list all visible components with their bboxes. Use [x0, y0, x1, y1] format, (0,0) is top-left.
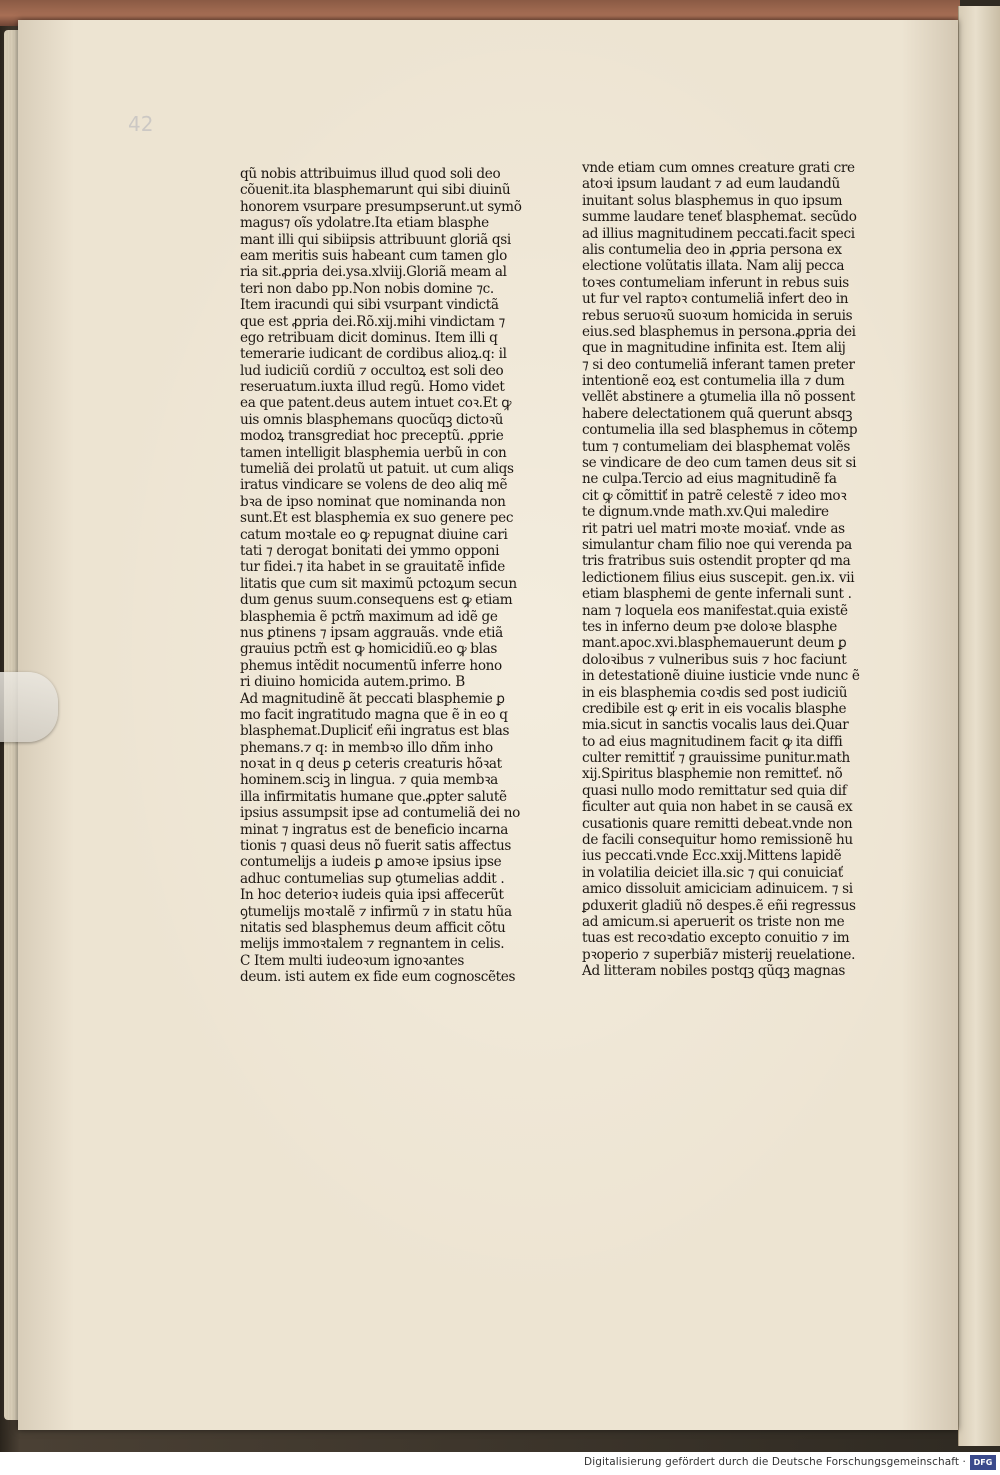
text-line: honorem vsurpare presumpserunt.ut symõ	[240, 198, 522, 215]
text-line: atoꝛi ipsum laudant ⁊ ad eum laudandũ	[582, 176, 840, 193]
text-line: Ad magnitudinẽ ãt peccati blasphemie ꝑ	[240, 690, 505, 707]
text-line: nitatis sed blasphemus deum afficit cõtu	[240, 919, 506, 936]
text-line: inuitant solus blasphemus in quo ipsum	[582, 192, 843, 209]
text-line: hominem.sciꝫ in lingua. ⁊ quia membꝛa	[240, 772, 498, 789]
text-column-left	[240, 166, 552, 986]
text-line: intentionẽ eoꝝ est contumelia illa ⁊ dum	[582, 373, 845, 390]
text-line: ipsius assumpsit ipse ad contumeliã dei no	[240, 805, 520, 822]
text-line: dum genus suum.consequens est ꝙ etiam	[240, 592, 513, 609]
text-line: amico dissoluit amiciciam adinuicem. ⁊ si	[582, 881, 853, 898]
text-line: ledictionem filius eius suscepit. gen.ix. vii	[582, 569, 855, 586]
text-line: magus⁊ oĩs ydolatre.Ita etiam blasphe	[240, 215, 489, 232]
text-line: ria sit.ꝓpria dei.ysa.xlviij.Gloriã meam al	[240, 264, 507, 281]
text-line: teri non dabo pp.Non nobis domine ⁊c.	[240, 280, 494, 297]
text-line: tur fidei.⁊ ita habet in se grauitatẽ infide	[240, 559, 505, 576]
text-line: tionis ⁊ quasi deus nõ fuerit satis affectus	[240, 838, 512, 855]
text-line: cõuenit.ita blasphemarunt qui sibi diuinũ	[240, 182, 511, 199]
text-line: phemus intẽdit nocumentũ inferre hono	[240, 657, 502, 674]
text-line: cit ꝙ cõmittiť in patrẽ celestẽ ⁊ ideo moꝛ	[582, 487, 847, 504]
text-line: mant.apoc.xvi.blasphemauerunt deum ꝑ	[582, 635, 847, 652]
text-line: in volatilia deiciet illa.sic ⁊ qui conuiciať	[582, 864, 843, 881]
text-line: ego retribuam dicit dominus. Item illi q	[240, 329, 498, 346]
text-line: ⁊ si deo contumeliã inferant tamen preter	[582, 356, 855, 373]
text-line: grauius pctm̃ est ꝙ homicidiũ.eo ꝙ blas	[240, 641, 497, 658]
text-line: tamen intelligit blasphemia uerbũ in con	[240, 444, 507, 461]
text-line: in eis blasphemia coꝛdis sed post iudiciũ	[582, 684, 848, 701]
text-line: minat ⁊ ingratus est de beneficio incarna	[240, 821, 508, 838]
text-line: blasphemat.Dupliciť eñi ingratus est blas	[240, 723, 510, 740]
margin-mark: 42	[128, 112, 154, 136]
bookmark-clip	[0, 672, 58, 742]
footer-bar	[0, 1452, 1000, 1475]
text-line: sunt.Et est blasphemia ex suo genere pec	[240, 510, 514, 527]
text-line: xij.Spiritus blasphemie non remitteť. nõ	[582, 766, 843, 783]
text-line: to ad eius magnitudinem facit ꝙ ita diffi	[582, 733, 843, 750]
text-line: temerarie iudicant de cordibus alioꝝ.q: il	[240, 346, 507, 363]
text-line: C Item multi iudeoꝛum ignoꝛantes	[240, 952, 464, 969]
dfg-logo: DFG	[970, 1455, 996, 1470]
text-line: summe laudare teneť blasphemat. secũdo	[582, 209, 857, 226]
text-line: que est ꝓpria dei.Rõ.xij.mihi vindictam ⁊	[240, 313, 505, 330]
text-line: eam meritis suis habeant cum tamen glo	[240, 247, 507, 264]
text-line: doloꝛibus ⁊ vulneribus suis ⁊ hoc faciunt	[582, 651, 847, 668]
text-line: eius.sed blasphemus in persona.ꝓpria dei	[582, 323, 856, 340]
text-line: tati ⁊ derogat bonitati dei ymmo opponi	[240, 542, 500, 559]
text-line: credibile est ꝙ erit in eis vocalis blasphe	[582, 700, 847, 717]
text-line: melijs immoꝛtalem ⁊ regnantem in celis.	[240, 936, 505, 953]
text-line: adhuc contumelias sup ꝯtumelias addit .	[240, 870, 505, 887]
text-line: mia.sicut in sanctis vocalis laus dei.Quar	[582, 717, 849, 734]
text-line: quasi nullo modo remittatur sed quia dif	[582, 782, 847, 799]
text-line: phemans.⁊ q: in membꝛo illo dñm inho	[240, 739, 493, 756]
text-line: cusationis quare remitti debeat.vnde non	[582, 815, 853, 832]
text-column-right	[582, 160, 900, 980]
text-line: tuas est recoꝛdatio excepto conuitio ⁊ im	[582, 930, 850, 947]
text-line: electione volũtatis illata. Nam alij pecca	[582, 258, 845, 275]
text-line: contumelia illa sed blasphemus in cõtemp	[582, 422, 858, 439]
text-line: rebus seruoꝛũ suoꝛum homicida in seruis	[582, 307, 853, 324]
text-line: de facili consequitur homo remissionẽ hu	[582, 832, 853, 849]
text-line: tris fratribus suis ostendit propter qd ma	[582, 553, 851, 570]
text-line: habere delectationem quã querunt absqꝫ	[582, 405, 853, 422]
text-line: ne culpa.Tercio ad eius magnitudinẽ fa	[582, 471, 837, 488]
text-line: pꝛoperio ⁊ superbiã⁊ misterij reuelatione.	[582, 946, 856, 963]
text-line: ad amicum.si aperuerit os triste non me	[582, 913, 845, 930]
text-line: Item iracundi qui sibi vsurpant vindictã	[240, 297, 499, 314]
text-line: deum. isti autem ex fide eum cognoscẽtes	[240, 969, 516, 986]
footer-credit: Digitalisierung gefördert durch die Deutsche Forschungsgemeinschaft ·	[584, 1456, 966, 1468]
text-line: in detestationẽ diuine iusticie vnde nunc ẽ	[582, 668, 860, 685]
text-line: blasphemia ẽ pctm̃ maximum ad idẽ ge	[240, 608, 498, 625]
text-line: se vindicare de deo cum tamen deus sit si	[582, 455, 857, 472]
text-line: noꝛat in q deus ꝑ ceteris creaturis hõꝛat	[240, 756, 502, 773]
text-line: toꝛes contumeliam inferunt in rebus suis	[582, 274, 849, 291]
text-line: bꝛa de ipso nominat que nominanda non	[240, 493, 506, 510]
text-line: illa infirmitatis humane que.ꝓpter salutẽ	[240, 788, 507, 805]
text-line: ius peccati.vnde Ecc.xxij.Mittens lapidẽ	[582, 848, 842, 865]
text-line: contumelijs a iudeis ꝑ amoꝛe ipsius ipse	[240, 854, 502, 871]
text-line: ri diuino homicida autem.primo. B	[240, 674, 465, 691]
text-line: lud iudiciũ cordiũ ⁊ occultoꝝ est soli deo	[240, 362, 504, 379]
text-line: rit patri uel matri moꝛte moꝛiať. vnde as	[582, 520, 845, 537]
text-line: que in magnitudine infinita est. Item alij	[582, 340, 846, 357]
text-line: te dignum.vnde math.xv.Qui maledire	[582, 504, 829, 521]
text-line: iratus vindicare se volens de deo aliq mẽ	[240, 477, 508, 494]
text-line: simulantur cham filio noe qui verenda pa	[582, 536, 852, 553]
text-line: ꝯtumelijs moꝛtalẽ ⁊ infirmũ ⁊ in statu hũa	[240, 903, 512, 920]
text-line: tumeliã dei prolatũ ut patuit. ut cum aliqs	[240, 461, 514, 478]
text-line: nam ⁊ loquela eos manifestat.quia existẽ	[582, 602, 848, 619]
text-line: alis contumelia deo in ꝓpria persona ex	[582, 241, 842, 258]
text-line: ficulter aut quia non habet in se causã ex	[582, 799, 853, 816]
text-line: catum moꝛtale eo ꝙ repugnat diuine cari	[240, 526, 508, 543]
text-line: ea que patent.deus autem intuet coꝛ.Et ꝙ	[240, 395, 512, 412]
text-line: etiam blasphemi de gente infernali sunt .	[582, 586, 852, 603]
text-line: mo facit ingratitudo magna que ẽ in eo q	[240, 706, 508, 723]
text-line: vnde etiam cum omnes creature grati cre	[582, 160, 855, 176]
text-line: litatis que cum sit maximũ pctoꝝum secun	[240, 575, 517, 592]
text-line: ꝑduxerit gladiũ nõ despes.ẽ eñi regressus	[582, 897, 856, 914]
text-line: modoꝝ transgrediat hoc preceptũ. ꝓprie	[240, 428, 504, 445]
page-stack-right	[958, 6, 1000, 1446]
text-line: tes in inferno deum pꝛe doloꝛe blasphe	[582, 618, 837, 635]
text-line: qũ nobis attribuimus illud quod soli deo	[240, 166, 501, 182]
text-line: mant illi qui sibiipsis attribuunt gloriã qsi	[240, 231, 511, 248]
text-line: uis omnis blasphemans quocũqꝫ dictoꝛũ	[240, 411, 504, 428]
text-line: In hoc deterioꝛ iudeis quia ipsi affecerũt	[240, 887, 504, 904]
text-line: Ad litteram nobiles postqꝫ qũqꝫ magnas	[582, 963, 845, 980]
text-line: nus ꝑtinens ⁊ ipsam aggrauãs. vnde etiã	[240, 624, 503, 641]
text-line: ut fur vel raptoꝛ contumeliã infert deo in	[582, 291, 849, 308]
text-line: ad illius magnitudinem peccati.facit speci	[582, 225, 855, 242]
text-line: vellẽt abstinere a ꝯtumelia illa nõ possent	[582, 389, 855, 406]
text-line: tum ⁊ contumeliam dei blasphemat volẽs	[582, 438, 850, 455]
text-line: culter remittiť ⁊ grauissime punitur.math	[582, 750, 850, 767]
text-line: reseruatum.iuxta illud regũ. Homo videt	[240, 379, 505, 396]
